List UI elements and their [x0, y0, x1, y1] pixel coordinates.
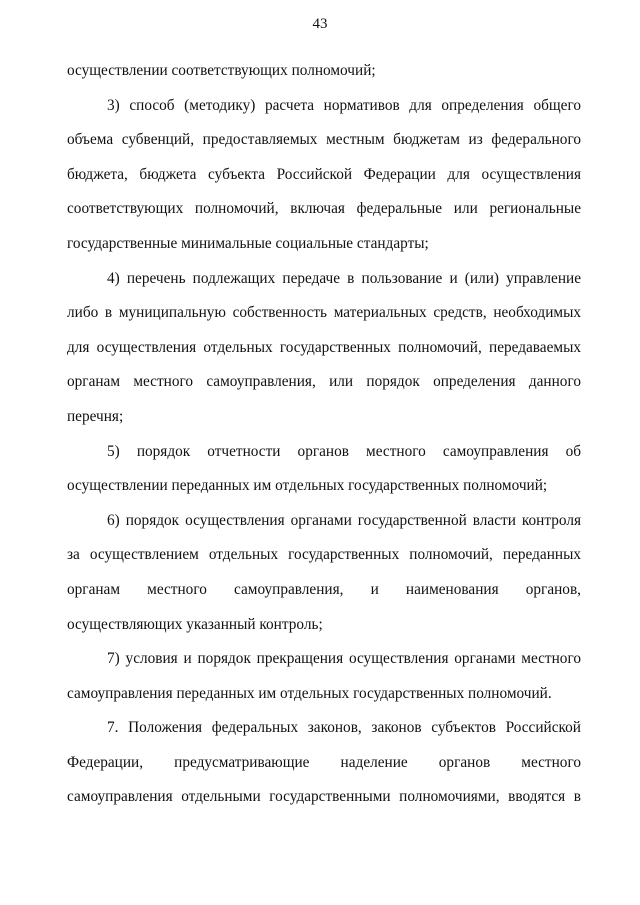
text-line: объема субвенций, предоставляемых местным бюджетам из федерального: [67, 131, 581, 149]
text-line: органам местного самоуправления, и наименования органов,: [67, 580, 581, 598]
document-body: [67, 54, 581, 815]
page-number: 43: [312, 16, 328, 32]
text-line: либо в муниципальную собственность материальных средств, необходимых: [67, 304, 581, 322]
text-line: 5) порядок отчетности органов местного самоуправления об: [107, 442, 581, 460]
text-line: перечня;: [67, 407, 124, 425]
text-line: 6) порядок осуществления органами государственной власти контроля: [107, 511, 581, 529]
text-line: органам местного самоуправления, или порядок определения данного: [67, 373, 581, 391]
text-line: за осуществлением отдельных государственных полномочий, переданных: [67, 546, 581, 564]
text-line: осуществляющих указанный контроль;: [67, 615, 323, 633]
text-line: бюджета, бюджета субъекта Российской Федерации для осуществления: [67, 165, 581, 183]
text-line: самоуправления отдельными государственными полномочиями, вводятся в: [67, 788, 581, 806]
text-line: осуществлении переданных им отдельных государственных полномочий;: [67, 477, 548, 495]
text-line: государственные минимальные социальные стандарты;: [67, 234, 429, 252]
text-line: 7. Положения федеральных законов, законов субъектов Российской: [107, 719, 581, 737]
text-line: 7) условия и порядок прекращения осуществления органами местного: [107, 650, 581, 668]
text-line: соответствующих полномочий, включая федеральные или региональные: [67, 200, 581, 218]
text-line: самоуправления переданных им отдельных государственных полномочий.: [67, 684, 552, 702]
text-line: Федерации, предусматривающие наделение органов местного: [67, 753, 581, 771]
text-line: осуществлении соответствующих полномочий;: [67, 62, 376, 79]
text-line: 4) перечень подлежащих передаче в пользование и (или) управление: [107, 269, 581, 287]
text-line: 3) способ (методику) расчета нормативов для определения общего: [107, 96, 581, 114]
text-line: для осуществления отдельных государственных полномочий, передаваемых: [67, 338, 581, 356]
